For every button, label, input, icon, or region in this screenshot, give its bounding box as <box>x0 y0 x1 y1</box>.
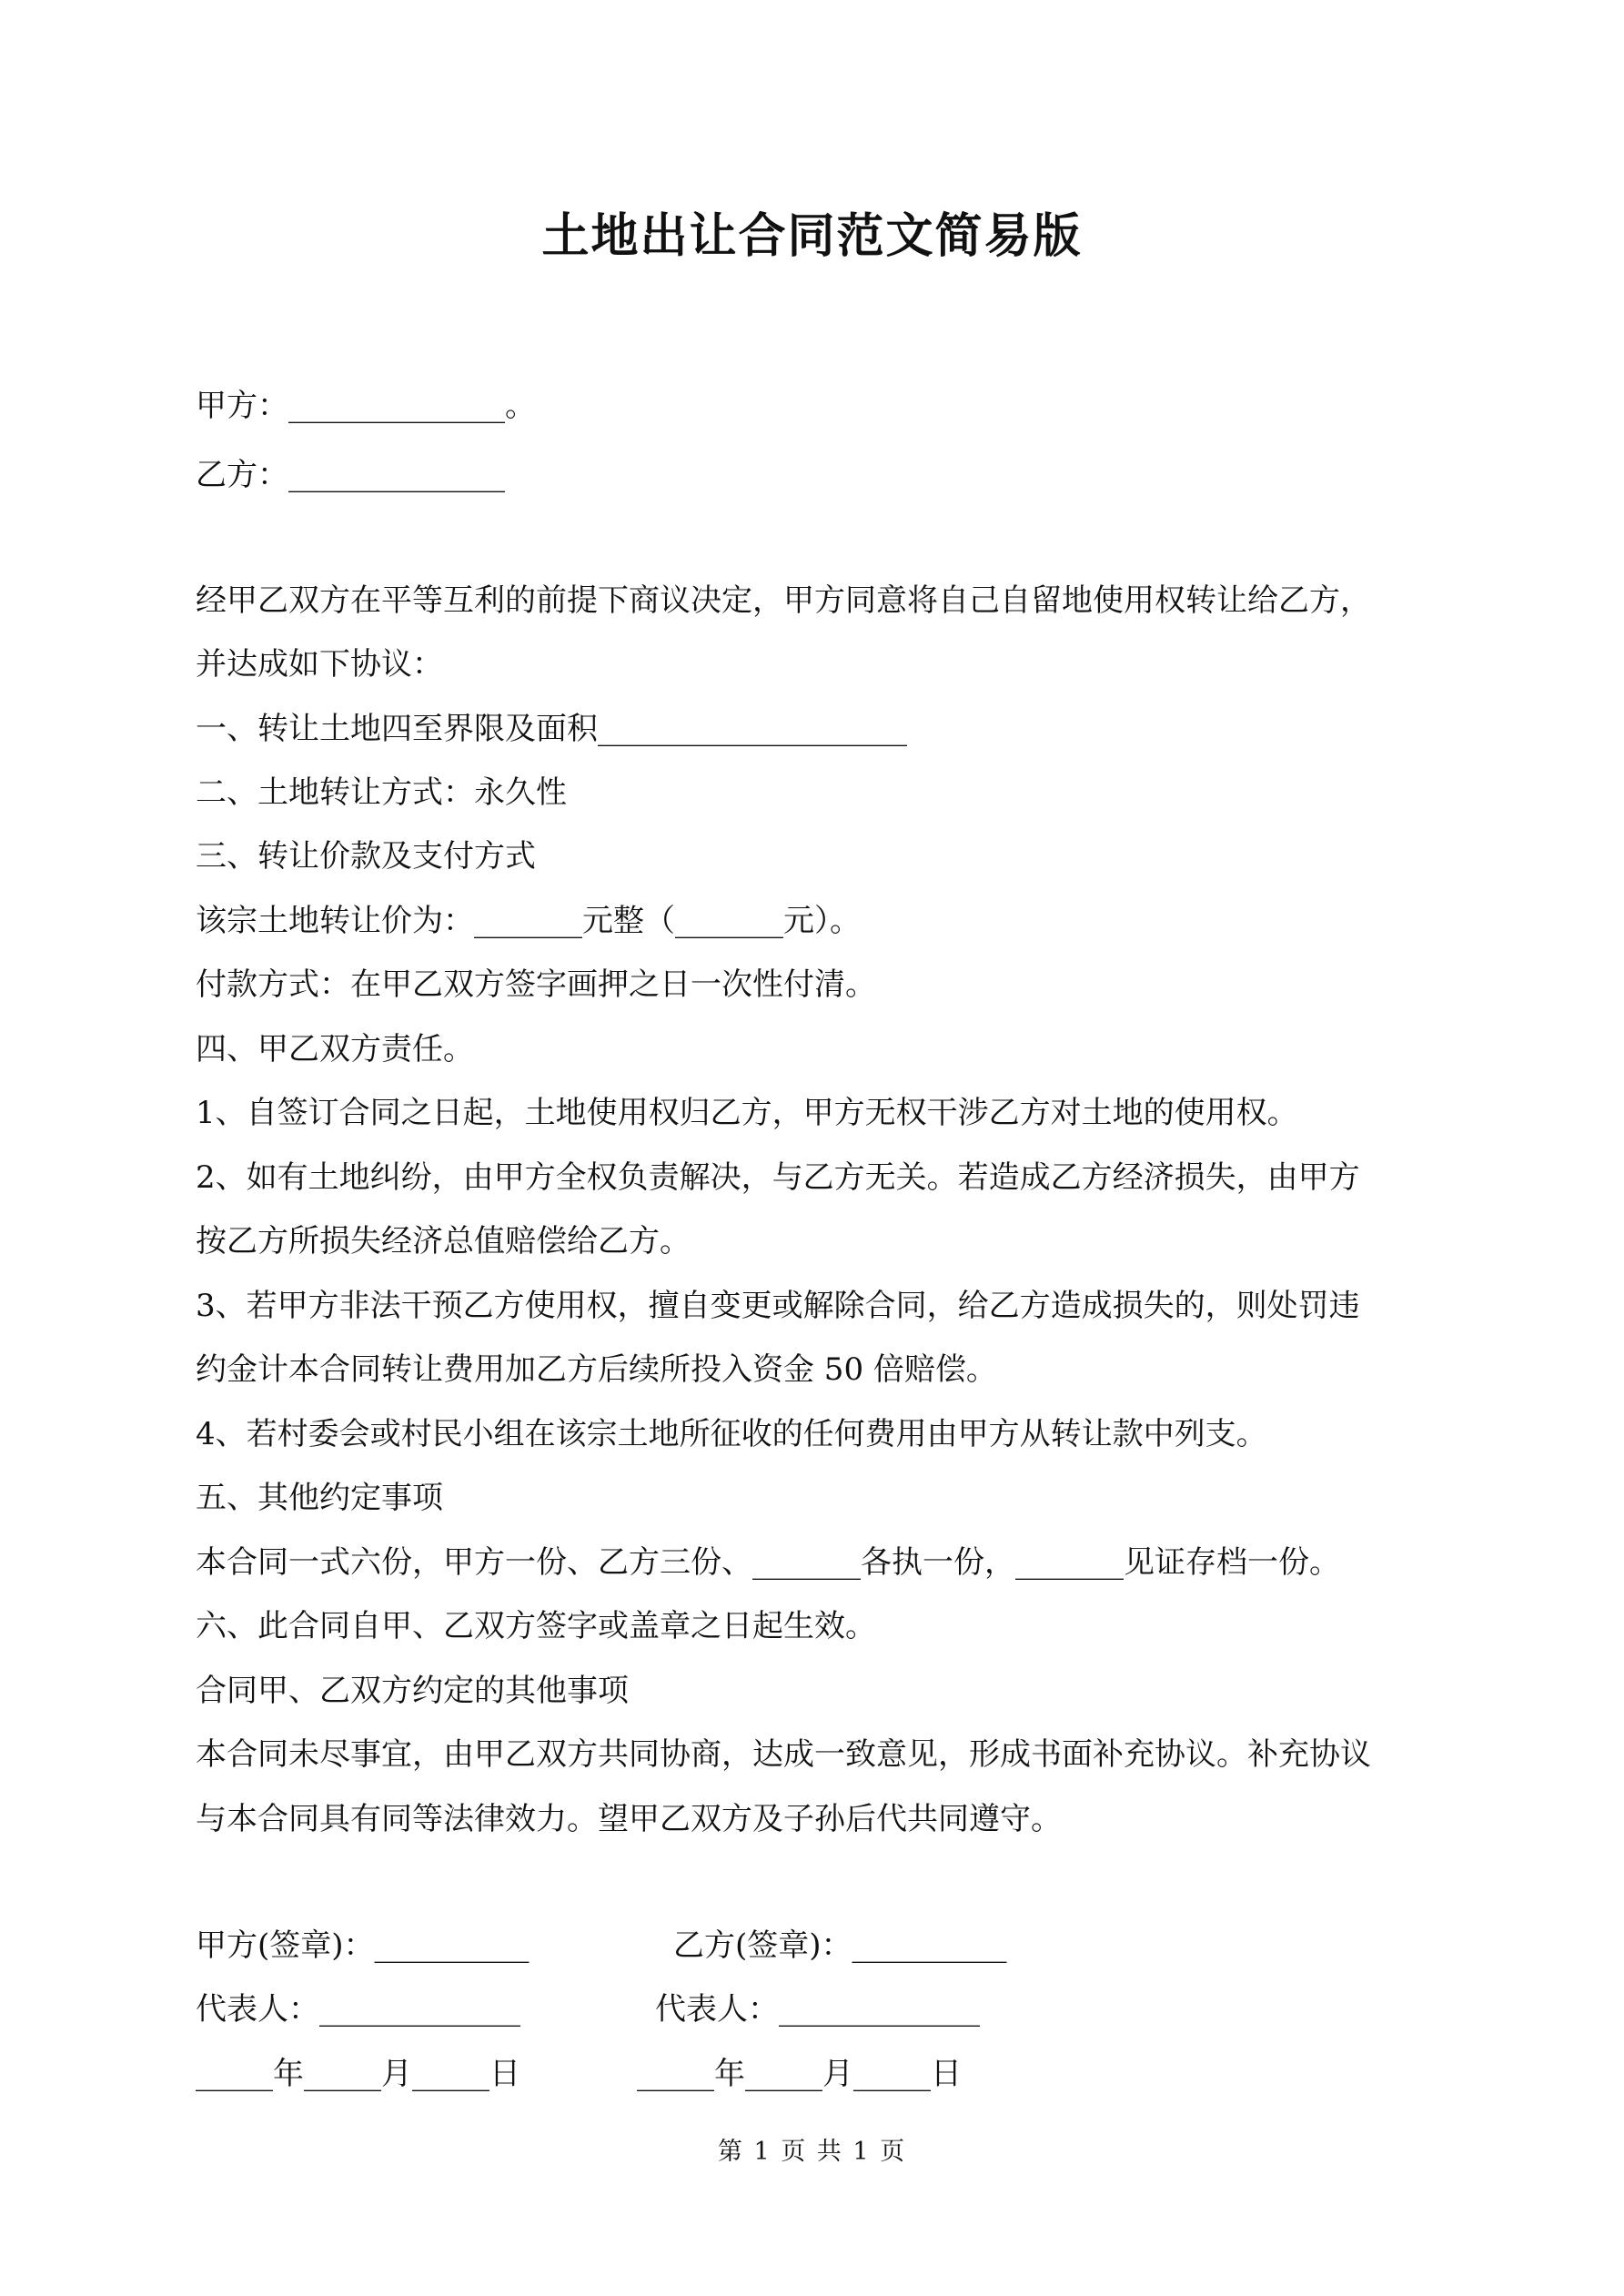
supplement-line-1: 本合同未尽事宜，由甲乙双方共同协商，达成一致意见，形成书面补充协议。补充协议 <box>196 1736 1371 1773</box>
price-line: 该宗土地转让价为：_______元整（_______元）。 <box>196 903 861 939</box>
duty-1-line: 1、自签订合同之日起，土地使用权归乙方，甲方无权干涉乙方对土地的使用权。 <box>196 1095 1298 1131</box>
intro-paragraph-line-1: 经甲乙双方在平等互利的前提下商议决定，甲方同意将自己自留地使用权转让给乙方， <box>196 582 1371 619</box>
clause-4-heading: 四、甲乙双方责任。 <box>196 1031 474 1067</box>
intro-paragraph-line-2: 并达成如下协议： <box>196 646 443 683</box>
clause-6-heading: 六、此合同自甲、乙双方签字或盖章之日起生效。 <box>196 1608 876 1644</box>
party-a-representative: 代表人：_____________ <box>196 1991 520 2028</box>
party-a-signature: 甲方(签章)：__________ <box>196 1927 530 1964</box>
party-b-date: _____年_____月_____日 <box>637 2056 962 2092</box>
clause-2-heading: 二、土地转让方式：永久性 <box>196 774 567 811</box>
page-number-footer: 第 1 页 共 1 页 <box>717 2138 907 2166</box>
supplement-line-2: 与本合同具有同等法律效力。望甲乙双方及子孙后代共同遵守。 <box>196 1801 1062 1837</box>
duty-3-line-2: 约金计本合同转让费用加乙方后续所投入资金 50 倍赔偿。 <box>196 1351 997 1388</box>
duty-3-line-1: 3、若甲方非法干预乙方使用权，擅自变更或解除合同，给乙方造成损失的，则处罚违 <box>196 1288 1360 1324</box>
duty-4-line: 4、若村委会或村民小组在该宗土地所征收的任何费用由甲方从转让款中列支。 <box>196 1416 1267 1452</box>
clause-3-heading: 三、转让价款及支付方式 <box>196 838 536 875</box>
duty-2-line-1: 2、如有土地纠纷，由甲方全权负责解决，与乙方无关。若造成乙方经济损失，由甲方 <box>196 1159 1360 1196</box>
party-b-signature: 乙方(签章)：__________ <box>673 1927 1007 1964</box>
party-b-line: 乙方：______________ <box>196 457 505 493</box>
party-a-line: 甲方：______________。 <box>196 388 536 424</box>
page-title: 土地出让合同范文简易版 <box>541 208 1083 264</box>
payment-line: 付款方式：在甲乙双方签字画押之日一次性付清。 <box>196 966 876 1003</box>
clause-1-heading: 一、转让土地四至界限及面积____________________ <box>196 711 907 747</box>
party-b-representative: 代表人：_____________ <box>655 1991 980 2028</box>
copies-line: 本合同一式六份，甲方一份、乙方三份、_______各执一份，_______见证存档一份。 <box>196 1544 1340 1581</box>
party-a-date: _____年_____月_____日 <box>196 2056 520 2092</box>
other-matters-line: 合同甲、乙双方约定的其他事项 <box>196 1673 629 1709</box>
clause-5-heading: 五、其他约定事项 <box>196 1480 443 1516</box>
duty-2-line-2: 按乙方所损失经济总值赔偿给乙方。 <box>196 1223 691 1259</box>
